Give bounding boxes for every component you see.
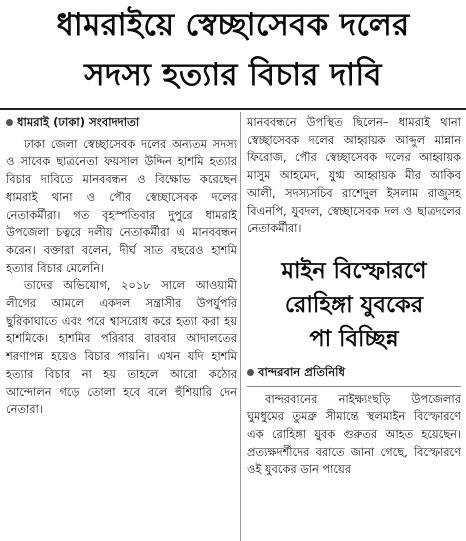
article-paragraph-1: ঢাকা জেলা স্বেচ্ছাসেবক দলের অন্যতম সদস্য ও সাবেক ছাত্রনেতা ফয়সাল উদ্দিন হাশমি হত্যার বিচার দাবিতে মানববন্ধন ও বিক্ষোভ করেছেন ধামরাই থানা ও পৌর স্বেচ্ছাসেবক দলের নেতাকর্মীরা। গত বৃহস্পতিবার দুপুরে ধামরাই উপজেলা চত্বরে দলীয় নেতাকর্মীরা এ মানববন্ধন করেন। বক্তারা বলেন, দীর্ঘ সাত বছরেও হাশমি হত্যার বিচার মেলেনি।	[6, 136, 237, 275]
article-paragraph-4: বান্দরবানের নাইক্ষ্যংছড়ি উপজেলার ঘুমধুমের তুমব্রু সীমান্তে স্থলমাইন বিস্ফোরণে এক রোহিঙ্গা যুবক গুরুতর আহত হয়েছেন। প্রত্যক্ষদর্শীদের বরাতে জানা গেছে, বিস্ফোরণে ওই যুবকের ডান পায়ের	[247, 391, 461, 477]
bullet-icon	[247, 369, 254, 376]
headline-rule	[0, 108, 466, 110]
sub-headline-line-2: রোহিঙ্গা যুবকের	[284, 291, 424, 318]
headline-line-1: ধামরাইয়ে স্বেচ্ছাসেবক দলের	[56, 7, 410, 43]
headline-line-2: সদস্য হত্যার বিচার দাবি	[84, 57, 382, 93]
article-paragraph-3: মানববন্ধনে উপস্থিত ছিলেন– ধামরাই থানা স্বেচ্ছাসেবক দলের আহ্বায়ক আব্দুল মান্নান ফিরোজ, পৌর স্বেচ্ছাসেবক দলের আহ্বায়ক মাসুম আহমেদ, যুগ্ম আহ্বায়ক মীর আকিব আলী, সদস্যসচিব রাশেদুল ইসলাম রাজুসহ বিএনপি, যুবদল, স্বেচ্ছাসেবক দল ও ছাত্রদলের নেতাকর্মীরা।	[247, 115, 461, 236]
byline-text: ধামরাই (ঢাকা) সংবাদদাতা	[17, 115, 140, 129]
sub-headline-line-3: পা বিচ্ছিন্ন	[309, 325, 399, 352]
headline	[0, 0, 466, 108]
bullet-icon	[6, 119, 13, 126]
right-column	[247, 114, 461, 479]
byline-2	[247, 364, 461, 382]
article-paragraph-2: তাদের অভিযোগ, ২০১৮ সালে আওয়ামী লীগের আমলে একদল সন্ত্রাসীর উপর্যুপরি ছুরিকাঘাতে এবং পরে শ্বাসরোধ করে হত্যা করা হয় হাশমিকে। হাশমির পরিবার বারবার আদালতের শরণাপন্ন হয়েও বিচার পায়নি। এখন যদি হাশমি হত্যার বিচার না হয় তাহলে আরো কঠোর আন্দোলন গড়ে তোলা হবে বলে হুঁশিয়ারি দেন নেতারা।	[6, 278, 237, 417]
sub-headline	[247, 254, 461, 356]
byline	[6, 114, 237, 132]
byline-rule	[247, 386, 461, 387]
column-divider	[240, 112, 241, 541]
left-column	[6, 114, 237, 419]
byline-2-text: বান্দরবান প্রতিনিধি	[258, 364, 345, 379]
sub-headline-line-1: মাইন বিস্ফোরণে	[281, 257, 427, 284]
